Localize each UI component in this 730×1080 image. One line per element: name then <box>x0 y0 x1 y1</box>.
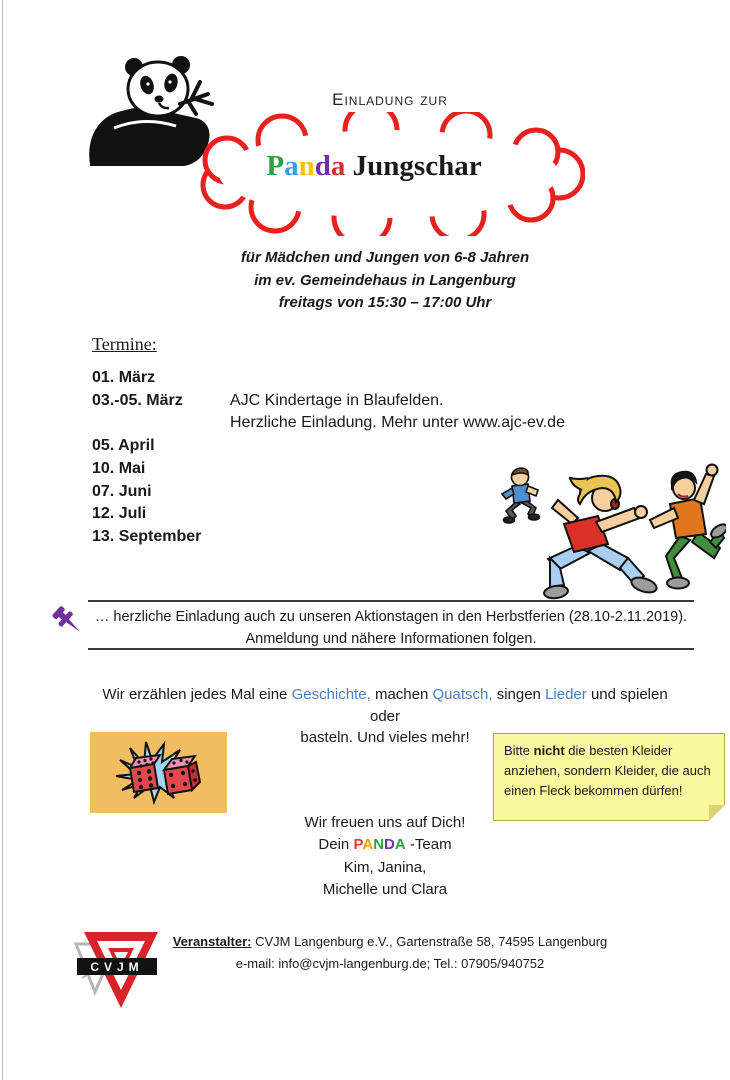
team-letter: A <box>394 836 406 854</box>
closing-block <box>240 812 530 901</box>
team-letter: D <box>384 836 395 854</box>
herbstferien-line2: Anmeldung und nähere Informationen folgen. <box>245 631 537 647</box>
footer-line2: e-mail: info@cvjm-langenburg.de; Tel.: 07905/940752 <box>235 956 545 971</box>
termine-date: 12. Juli <box>92 505 147 523</box>
team-suffix: -Team <box>405 836 452 854</box>
title-rest: Jungschar <box>345 150 482 182</box>
termine-date: 07. Juni <box>92 482 152 500</box>
title-letter: P <box>266 150 285 182</box>
footer-address: CVJM Langenburg e.V., Gartenstraße 58, 74595 Langenburg <box>251 934 608 949</box>
pushpin-icon <box>50 602 88 644</box>
termine-event-line2: Herzliche Einladung. Mehr unter www.ajc-ev.de <box>230 414 565 432</box>
termine-row <box>92 390 692 413</box>
termine-date: 10. Mai <box>92 459 146 477</box>
dice-illustration <box>90 732 227 813</box>
herbstferien-line1: … herzliche Einladung auch zu unseren Aktionstagen in den Herbstferien (28.10-2.11.2019). <box>94 609 688 625</box>
team-letter: A <box>362 836 374 854</box>
activities-segment: machen <box>370 686 433 703</box>
activities-segment: singen <box>492 686 546 703</box>
title-letter: d <box>314 150 331 182</box>
activities-segment: Quatsch, <box>432 686 493 703</box>
activities-segment: Lieder <box>545 686 587 703</box>
note-bold-word: nicht <box>533 743 565 758</box>
closing-line1: Wir freuen uns auf Dich! <box>304 814 466 831</box>
subtitle-line: im ev. Gemeindehaus in Langenburg <box>254 271 516 289</box>
termine-date: 03.-05. März <box>92 391 183 409</box>
note-line3: einen Fleck bekommen dürfen! <box>504 783 683 798</box>
team-letter: N <box>373 836 385 854</box>
page-title <box>178 150 570 183</box>
note-text: Bitte <box>504 743 534 758</box>
herbstferien-note <box>88 606 694 650</box>
title-letter: a <box>284 150 299 182</box>
title-letter: n <box>298 150 315 182</box>
team-letter: P <box>353 836 363 854</box>
termine-date: 13. September <box>92 527 202 545</box>
subtitle-line: freitags von 15:30 – 17:00 Uhr <box>278 294 492 311</box>
activities-segment: basteln. Und vieles mehr! <box>300 729 470 746</box>
subtitle <box>165 247 605 315</box>
termine-date: 05. April <box>92 437 155 455</box>
termine-heading: Termine: <box>92 334 157 354</box>
page-edge-line <box>2 0 3 1080</box>
note-line2: anziehen, sondern Kleider, die auch <box>504 763 711 778</box>
divider-line-top <box>88 600 694 602</box>
termine-date: 01. März <box>92 369 156 386</box>
termine-row <box>92 367 692 390</box>
svg-text:CVJM: CVJM <box>90 960 144 974</box>
activities-segment: und spielen oder <box>369 686 668 725</box>
closing-team-line <box>240 834 530 856</box>
closing-line3: Kim, Janina, <box>343 858 427 876</box>
activities-segment: Geschichte, <box>291 686 371 703</box>
cvjm-logo <box>70 920 164 1015</box>
note-line1 <box>504 741 716 761</box>
title-letter: a <box>330 150 346 182</box>
closing-line4: Michelle und Clara <box>322 880 448 898</box>
team-prefix: Dein <box>318 836 354 854</box>
sticky-note <box>493 733 725 821</box>
activities-segment: Wir erzählen jedes Mal eine <box>102 686 292 703</box>
footer-line1 <box>170 931 610 953</box>
termine-event: AJC Kindertage in Blaufelden. <box>230 391 444 409</box>
running-children-illustration <box>476 446 726 601</box>
footer-label: Veranstalter: <box>172 934 252 949</box>
subtitle-line: für Mädchen und Jungen von 6-8 Jahren <box>240 249 530 266</box>
note-folded-corner <box>709 805 725 821</box>
footer <box>170 931 610 975</box>
eyebrow-text: Einladung zur <box>332 90 448 109</box>
note-text: die besten Kleider <box>564 743 673 758</box>
